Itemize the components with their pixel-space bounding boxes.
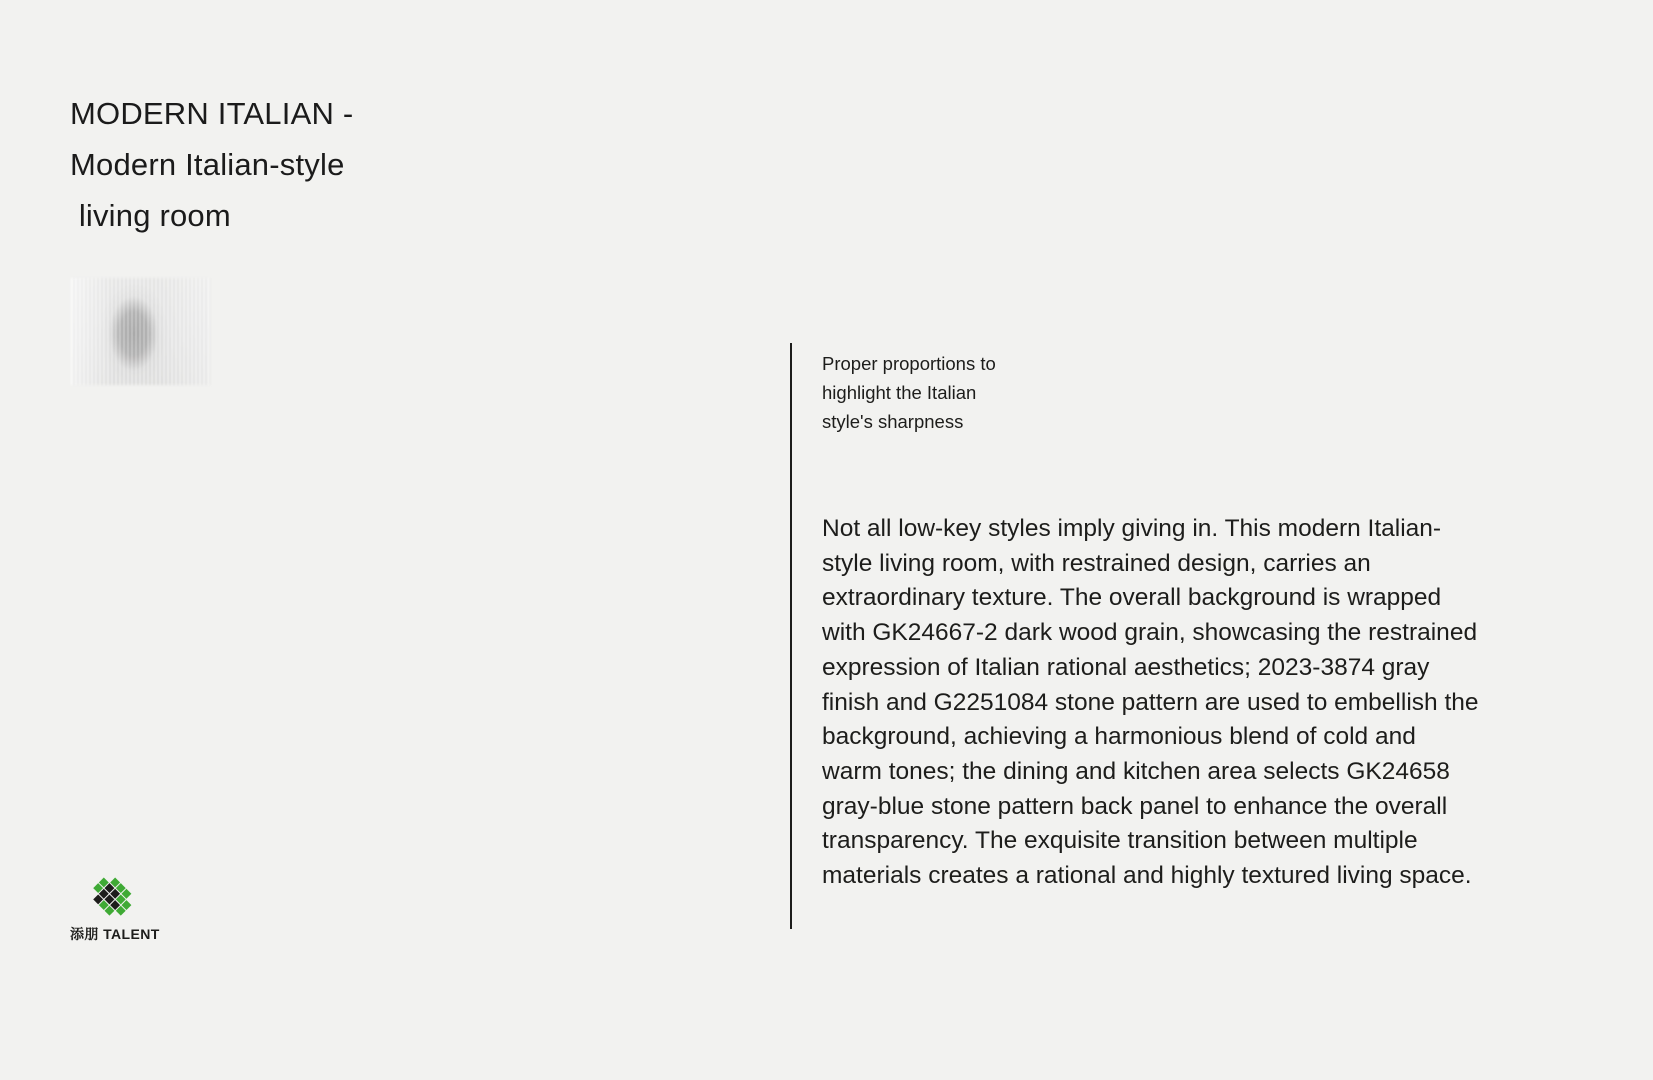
brand-logo xyxy=(70,874,190,944)
logo-wordmark: 添朋 TALENT xyxy=(70,926,160,942)
title-line-3: living room xyxy=(70,198,231,233)
caption-line-1: Proper proportions to xyxy=(822,353,996,374)
talent-diamond-icon xyxy=(82,874,144,922)
title-line-1: MODERN ITALIAN - xyxy=(70,96,354,131)
caption-line-3: style's sharpness xyxy=(822,411,964,432)
caption-block xyxy=(822,349,1152,436)
page-title xyxy=(70,88,590,241)
body-copy xyxy=(822,512,1482,894)
body-paragraph: Not all low-key styles imply giving in. This modern Italian-style living room, with restrained design, carries an extraordinary texture. The overall background is wrapped with GK24667-2 dark wood grain, showcasing the restrained expression of Italian rational aesthetics; 2023-3874 gray finish and G2251084 stone pattern are used to embellish the background, achieving a harmonious blend of cold and warm tones; the dining and kitchen area selects GK24658 gray-blue stone pattern back panel to enhance the overall transparency. The exquisite transition between multiple materials creates a rational and highly textured living space. xyxy=(822,515,1479,890)
caption-line-2: highlight the Italian xyxy=(822,382,977,403)
thumbnail-sheen xyxy=(71,278,210,385)
title-line-2: Modern Italian-style xyxy=(70,147,345,182)
thumbnail-image xyxy=(71,278,210,385)
vertical-divider xyxy=(790,343,792,929)
